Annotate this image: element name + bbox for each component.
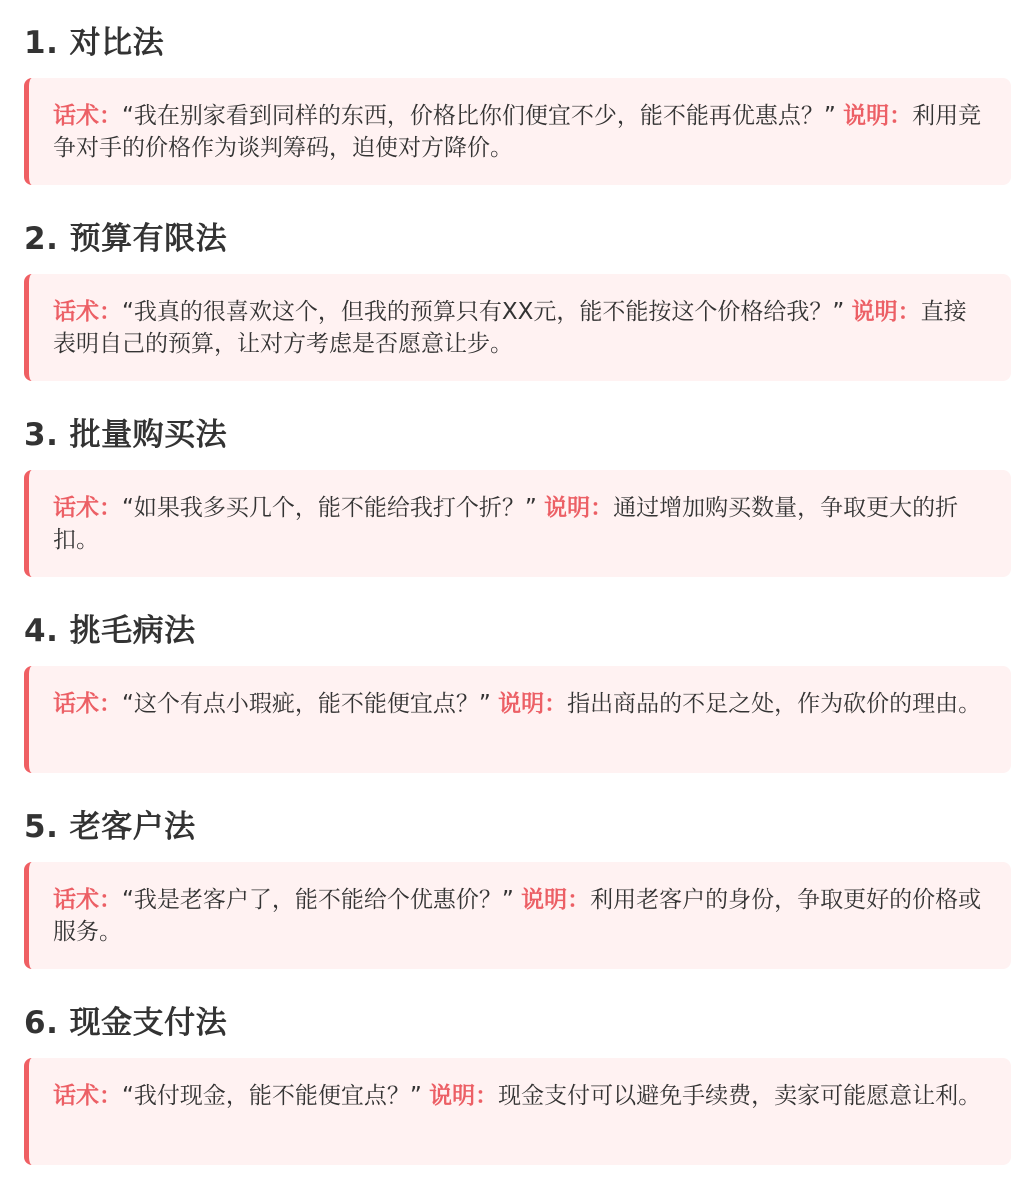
note-label: 说明： bbox=[429, 1083, 499, 1109]
tip-card bbox=[24, 862, 1011, 969]
note-text: 利用竞争对手的价格作为谈判筹码，迫使对方降价。 bbox=[53, 103, 982, 161]
tip-card bbox=[24, 470, 1011, 577]
script-text: “我是老客户了，能不能给个优惠价？” bbox=[122, 887, 514, 913]
section-title: 1. 对比法 bbox=[24, 25, 165, 61]
script-text: “我付现金，能不能便宜点？” bbox=[122, 1083, 422, 1109]
script-label: 话术： bbox=[53, 495, 122, 521]
section-returning-customer bbox=[24, 807, 1011, 945]
tip-card bbox=[24, 1058, 1011, 1165]
section-title: 6. 现金支付法 bbox=[24, 1005, 228, 1041]
section-title: 5. 老客户法 bbox=[24, 809, 196, 845]
script-text: “如果我多买几个，能不能给我打个折？” bbox=[122, 495, 537, 521]
section-comparison bbox=[24, 23, 1011, 161]
script-label: 话术： bbox=[53, 691, 122, 717]
note-text: 通过增加购买数量，争取更大的折扣。 bbox=[53, 495, 959, 553]
note-text: 直接表明自己的预算，让对方考虑是否愿意让步。 bbox=[53, 299, 967, 357]
note-text: 现金支付可以避免手续费，卖家可能愿意让利。 bbox=[498, 1083, 982, 1109]
script-text: “我真的很喜欢这个，但我的预算只有XX元，能不能按这个价格给我？” bbox=[122, 299, 845, 325]
note-label: 说明： bbox=[498, 691, 568, 717]
tip-card bbox=[24, 274, 1011, 381]
script-label: 话术： bbox=[53, 887, 122, 913]
tip-card bbox=[24, 78, 1011, 185]
note-label: 说明： bbox=[521, 887, 591, 913]
section-title: 2. 预算有限法 bbox=[24, 221, 228, 257]
section-bulk-purchase bbox=[24, 415, 1011, 553]
note-label: 说明： bbox=[843, 103, 913, 129]
section-point-out-flaws bbox=[24, 611, 1011, 717]
note-text: 利用老客户的身份，争取更好的价格或服务。 bbox=[53, 887, 982, 945]
script-label: 话术： bbox=[53, 103, 122, 129]
script-text: “这个有点小瑕疵，能不能便宜点？” bbox=[122, 691, 491, 717]
note-text: 指出商品的不足之处，作为砍价的理由。 bbox=[567, 691, 982, 717]
note-label: 说明： bbox=[851, 299, 921, 325]
script-label: 话术： bbox=[53, 299, 122, 325]
note-label: 说明： bbox=[544, 495, 614, 521]
tip-card bbox=[24, 666, 1011, 773]
section-title: 3. 批量购买法 bbox=[24, 417, 228, 453]
section-cash-payment bbox=[24, 1003, 1011, 1109]
section-title: 4. 挑毛病法 bbox=[24, 613, 196, 649]
script-text: “我在别家看到同样的东西，价格比你们便宜不少，能不能再优惠点？” bbox=[122, 103, 836, 129]
script-label: 话术： bbox=[53, 1083, 122, 1109]
section-limited-budget bbox=[24, 219, 1011, 357]
